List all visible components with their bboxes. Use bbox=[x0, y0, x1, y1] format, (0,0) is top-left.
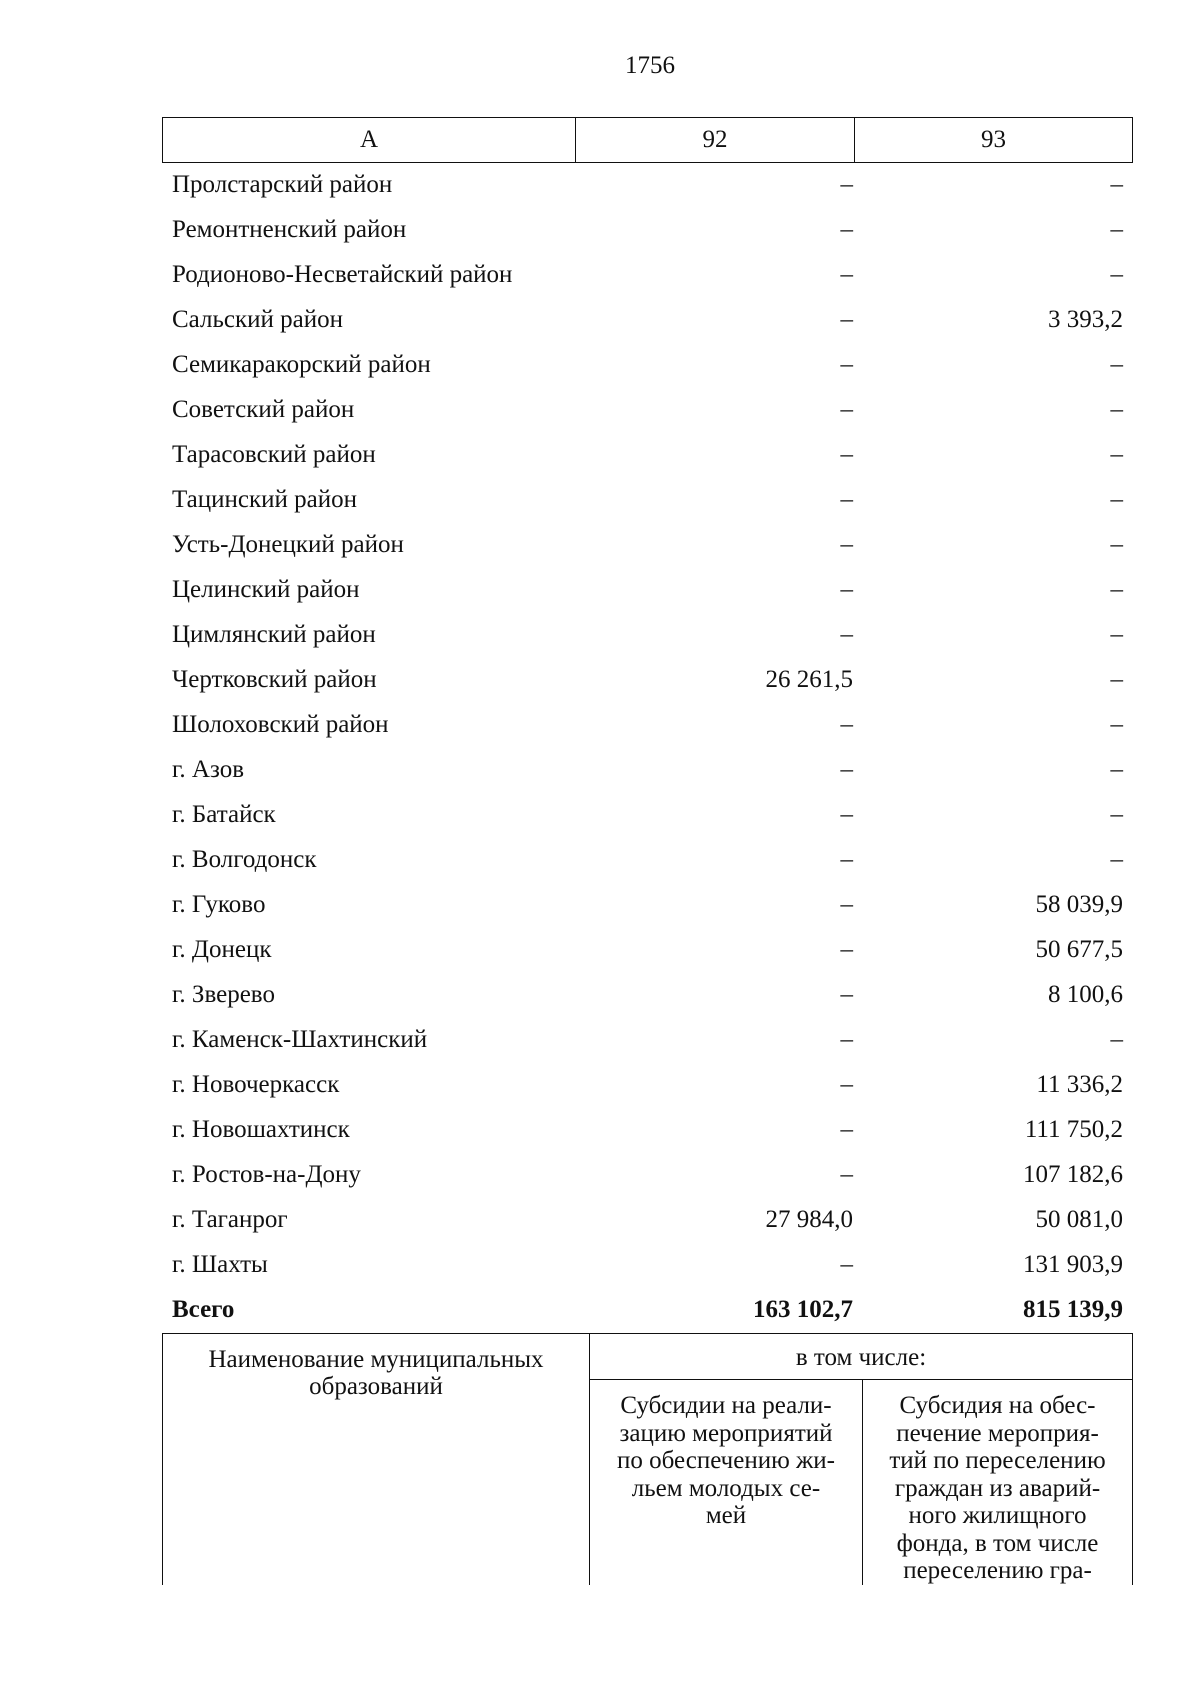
municipality-name: Пролстарский район bbox=[172, 171, 393, 198]
column-header-a: А bbox=[163, 118, 576, 162]
municipality-name: Родионово-Несветайский район bbox=[172, 261, 513, 288]
municipality-name-header: Наименование муниципальных образований bbox=[163, 1334, 590, 1585]
resettlement-header-line: переселению гра- bbox=[903, 1557, 1092, 1584]
value-93: – bbox=[1110, 621, 1123, 648]
municipality-name: г. Гуково bbox=[172, 891, 266, 918]
value-93: – bbox=[1110, 261, 1123, 288]
table-row bbox=[162, 973, 1133, 1018]
value-93: – bbox=[1110, 216, 1123, 243]
page-number: 1756 bbox=[625, 52, 675, 79]
resettlement-header-line: ного жилищного bbox=[908, 1502, 1087, 1529]
value-93: – bbox=[1110, 351, 1123, 378]
municipality-name: г. Азов bbox=[172, 756, 245, 783]
table-row bbox=[162, 253, 1133, 298]
table-row bbox=[162, 1018, 1133, 1063]
table-row bbox=[162, 1108, 1133, 1153]
value-93: 131 903,9 bbox=[1023, 1251, 1123, 1278]
value-92: – bbox=[840, 306, 853, 333]
value-92: – bbox=[840, 1251, 853, 1278]
table-row bbox=[162, 208, 1133, 253]
young-families-header-line: мей bbox=[705, 1502, 747, 1529]
table-row bbox=[162, 478, 1133, 523]
value-93: – bbox=[1110, 756, 1123, 783]
municipality-name: г. Донецк bbox=[172, 936, 272, 963]
value-92: 163 102,7 bbox=[753, 1296, 853, 1323]
table-row bbox=[162, 523, 1133, 568]
value-93: 111 750,2 bbox=[1024, 1116, 1123, 1143]
young-families-header-line: Субсидии на реали- bbox=[620, 1392, 832, 1419]
value-92: 26 261,5 bbox=[765, 666, 853, 693]
value-92: – bbox=[840, 846, 853, 873]
table-row bbox=[162, 1153, 1133, 1198]
value-92: – bbox=[840, 801, 853, 828]
value-93: – bbox=[1110, 531, 1123, 558]
value-93: – bbox=[1110, 396, 1123, 423]
municipality-name: Тарасовский район bbox=[172, 441, 376, 468]
value-93: 8 100,6 bbox=[1048, 981, 1123, 1008]
value-93: 3 393,2 bbox=[1048, 306, 1123, 333]
value-92: – bbox=[840, 936, 853, 963]
municipality-name: Целинский район bbox=[172, 576, 360, 603]
resettlement-header-line: граждан из аварий- bbox=[894, 1474, 1101, 1502]
municipality-name: Советский район bbox=[172, 396, 355, 423]
value-93: – bbox=[1110, 486, 1123, 513]
value-93: – bbox=[1110, 1026, 1123, 1053]
table-row bbox=[162, 838, 1133, 883]
value-93: 58 039,9 bbox=[1035, 891, 1123, 918]
municipality-name: Семикаракорский район bbox=[172, 351, 431, 378]
table-row bbox=[162, 388, 1133, 433]
value-92: – bbox=[840, 981, 853, 1008]
resettlement-subsidy-header bbox=[863, 1380, 1132, 1585]
table-row bbox=[162, 568, 1133, 613]
value-92: – bbox=[840, 1026, 853, 1053]
value-92: – bbox=[840, 621, 853, 648]
table-row bbox=[162, 298, 1133, 343]
municipality-name: Всего bbox=[172, 1296, 235, 1323]
table-row bbox=[162, 1063, 1133, 1108]
value-93: 815 139,9 bbox=[1023, 1296, 1123, 1323]
resettlement-header-line: тий по переселению bbox=[889, 1447, 1106, 1474]
table-row bbox=[162, 748, 1133, 793]
value-93: – bbox=[1110, 711, 1123, 738]
total-row bbox=[162, 1288, 1133, 1333]
value-92: – bbox=[840, 396, 853, 423]
value-92: – bbox=[840, 216, 853, 243]
value-92: – bbox=[840, 891, 853, 918]
table-row bbox=[162, 703, 1133, 748]
young-families-subsidy-header bbox=[590, 1380, 863, 1585]
municipality-name: г. Ростов-на-Дону bbox=[172, 1161, 361, 1188]
value-92: – bbox=[840, 756, 853, 783]
table-row bbox=[162, 343, 1133, 388]
municipality-name: Шолоховский район bbox=[172, 711, 389, 738]
value-93: – bbox=[1110, 441, 1123, 468]
including-header: в том числе: bbox=[590, 1334, 1132, 1380]
value-93: – bbox=[1110, 666, 1123, 693]
value-92: – bbox=[840, 486, 853, 513]
resettlement-header-line: печение мероприя- bbox=[896, 1419, 1099, 1447]
young-families-header-line: зацию мероприятий bbox=[619, 1419, 833, 1447]
subtable-header bbox=[162, 1333, 1133, 1585]
table-row bbox=[162, 928, 1133, 973]
value-93: – bbox=[1110, 801, 1123, 828]
table-row bbox=[162, 433, 1133, 478]
table-row bbox=[162, 793, 1133, 838]
value-93: 11 336,2 bbox=[1036, 1071, 1123, 1098]
municipality-name: г. Новошахтинск bbox=[172, 1116, 350, 1143]
municipality-name: Ремонтненский район bbox=[172, 216, 407, 243]
table-row bbox=[162, 163, 1133, 208]
table-row bbox=[162, 613, 1133, 658]
column-header-93: 93 bbox=[981, 126, 1006, 153]
municipality-name: г. Волгодонск bbox=[172, 846, 317, 873]
value-92: – bbox=[840, 1161, 853, 1188]
table-row bbox=[162, 1198, 1133, 1243]
value-93: 107 182,6 bbox=[1023, 1161, 1123, 1188]
value-92: – bbox=[840, 351, 853, 378]
value-92: – bbox=[840, 441, 853, 468]
value-93: 50 081,0 bbox=[1035, 1206, 1123, 1233]
municipality-name: Сальский район bbox=[172, 306, 343, 333]
municipality-name: г. Таганрог bbox=[172, 1206, 288, 1233]
value-92: – bbox=[840, 531, 853, 558]
value-92: – bbox=[840, 576, 853, 603]
value-92: – bbox=[840, 261, 853, 288]
column-header-92: 92 bbox=[576, 118, 855, 162]
value-92: – bbox=[840, 711, 853, 738]
value-93: 50 677,5 bbox=[1035, 936, 1123, 963]
municipality-name: г. Зверево bbox=[172, 981, 275, 1008]
value-92: – bbox=[840, 1071, 853, 1098]
value-92: 27 984,0 bbox=[765, 1206, 853, 1233]
young-families-header-line: по обеспечению жи- bbox=[616, 1447, 836, 1474]
young-families-header-line: льем молодых се- bbox=[631, 1474, 821, 1502]
data-rows bbox=[162, 163, 1133, 1333]
table-row bbox=[162, 883, 1133, 928]
table-row bbox=[162, 1243, 1133, 1288]
municipality-name: г. Шахты bbox=[172, 1251, 268, 1278]
municipality-name: г. Новочеркасск bbox=[172, 1071, 340, 1098]
value-92: – bbox=[840, 171, 853, 198]
value-93: – bbox=[1110, 846, 1123, 873]
resettlement-header-line: Субсидия на обес- bbox=[899, 1392, 1096, 1419]
municipality-name: г. Каменск-Шахтинский bbox=[172, 1026, 428, 1053]
value-93: – bbox=[1110, 576, 1123, 603]
municipality-name: Тацинский район bbox=[172, 486, 357, 513]
value-93: – bbox=[1110, 171, 1123, 198]
municipality-name: г. Батайск bbox=[172, 801, 276, 828]
table-row bbox=[162, 658, 1133, 703]
column-header-table bbox=[162, 117, 1133, 163]
municipality-name: Усть-Донецкий район bbox=[172, 531, 404, 558]
municipality-name: Чертковский район bbox=[172, 666, 377, 693]
municipality-name: Цимлянский район bbox=[172, 621, 376, 648]
value-92: – bbox=[840, 1116, 853, 1143]
resettlement-header-line: фонда, в том числе bbox=[896, 1529, 1099, 1557]
